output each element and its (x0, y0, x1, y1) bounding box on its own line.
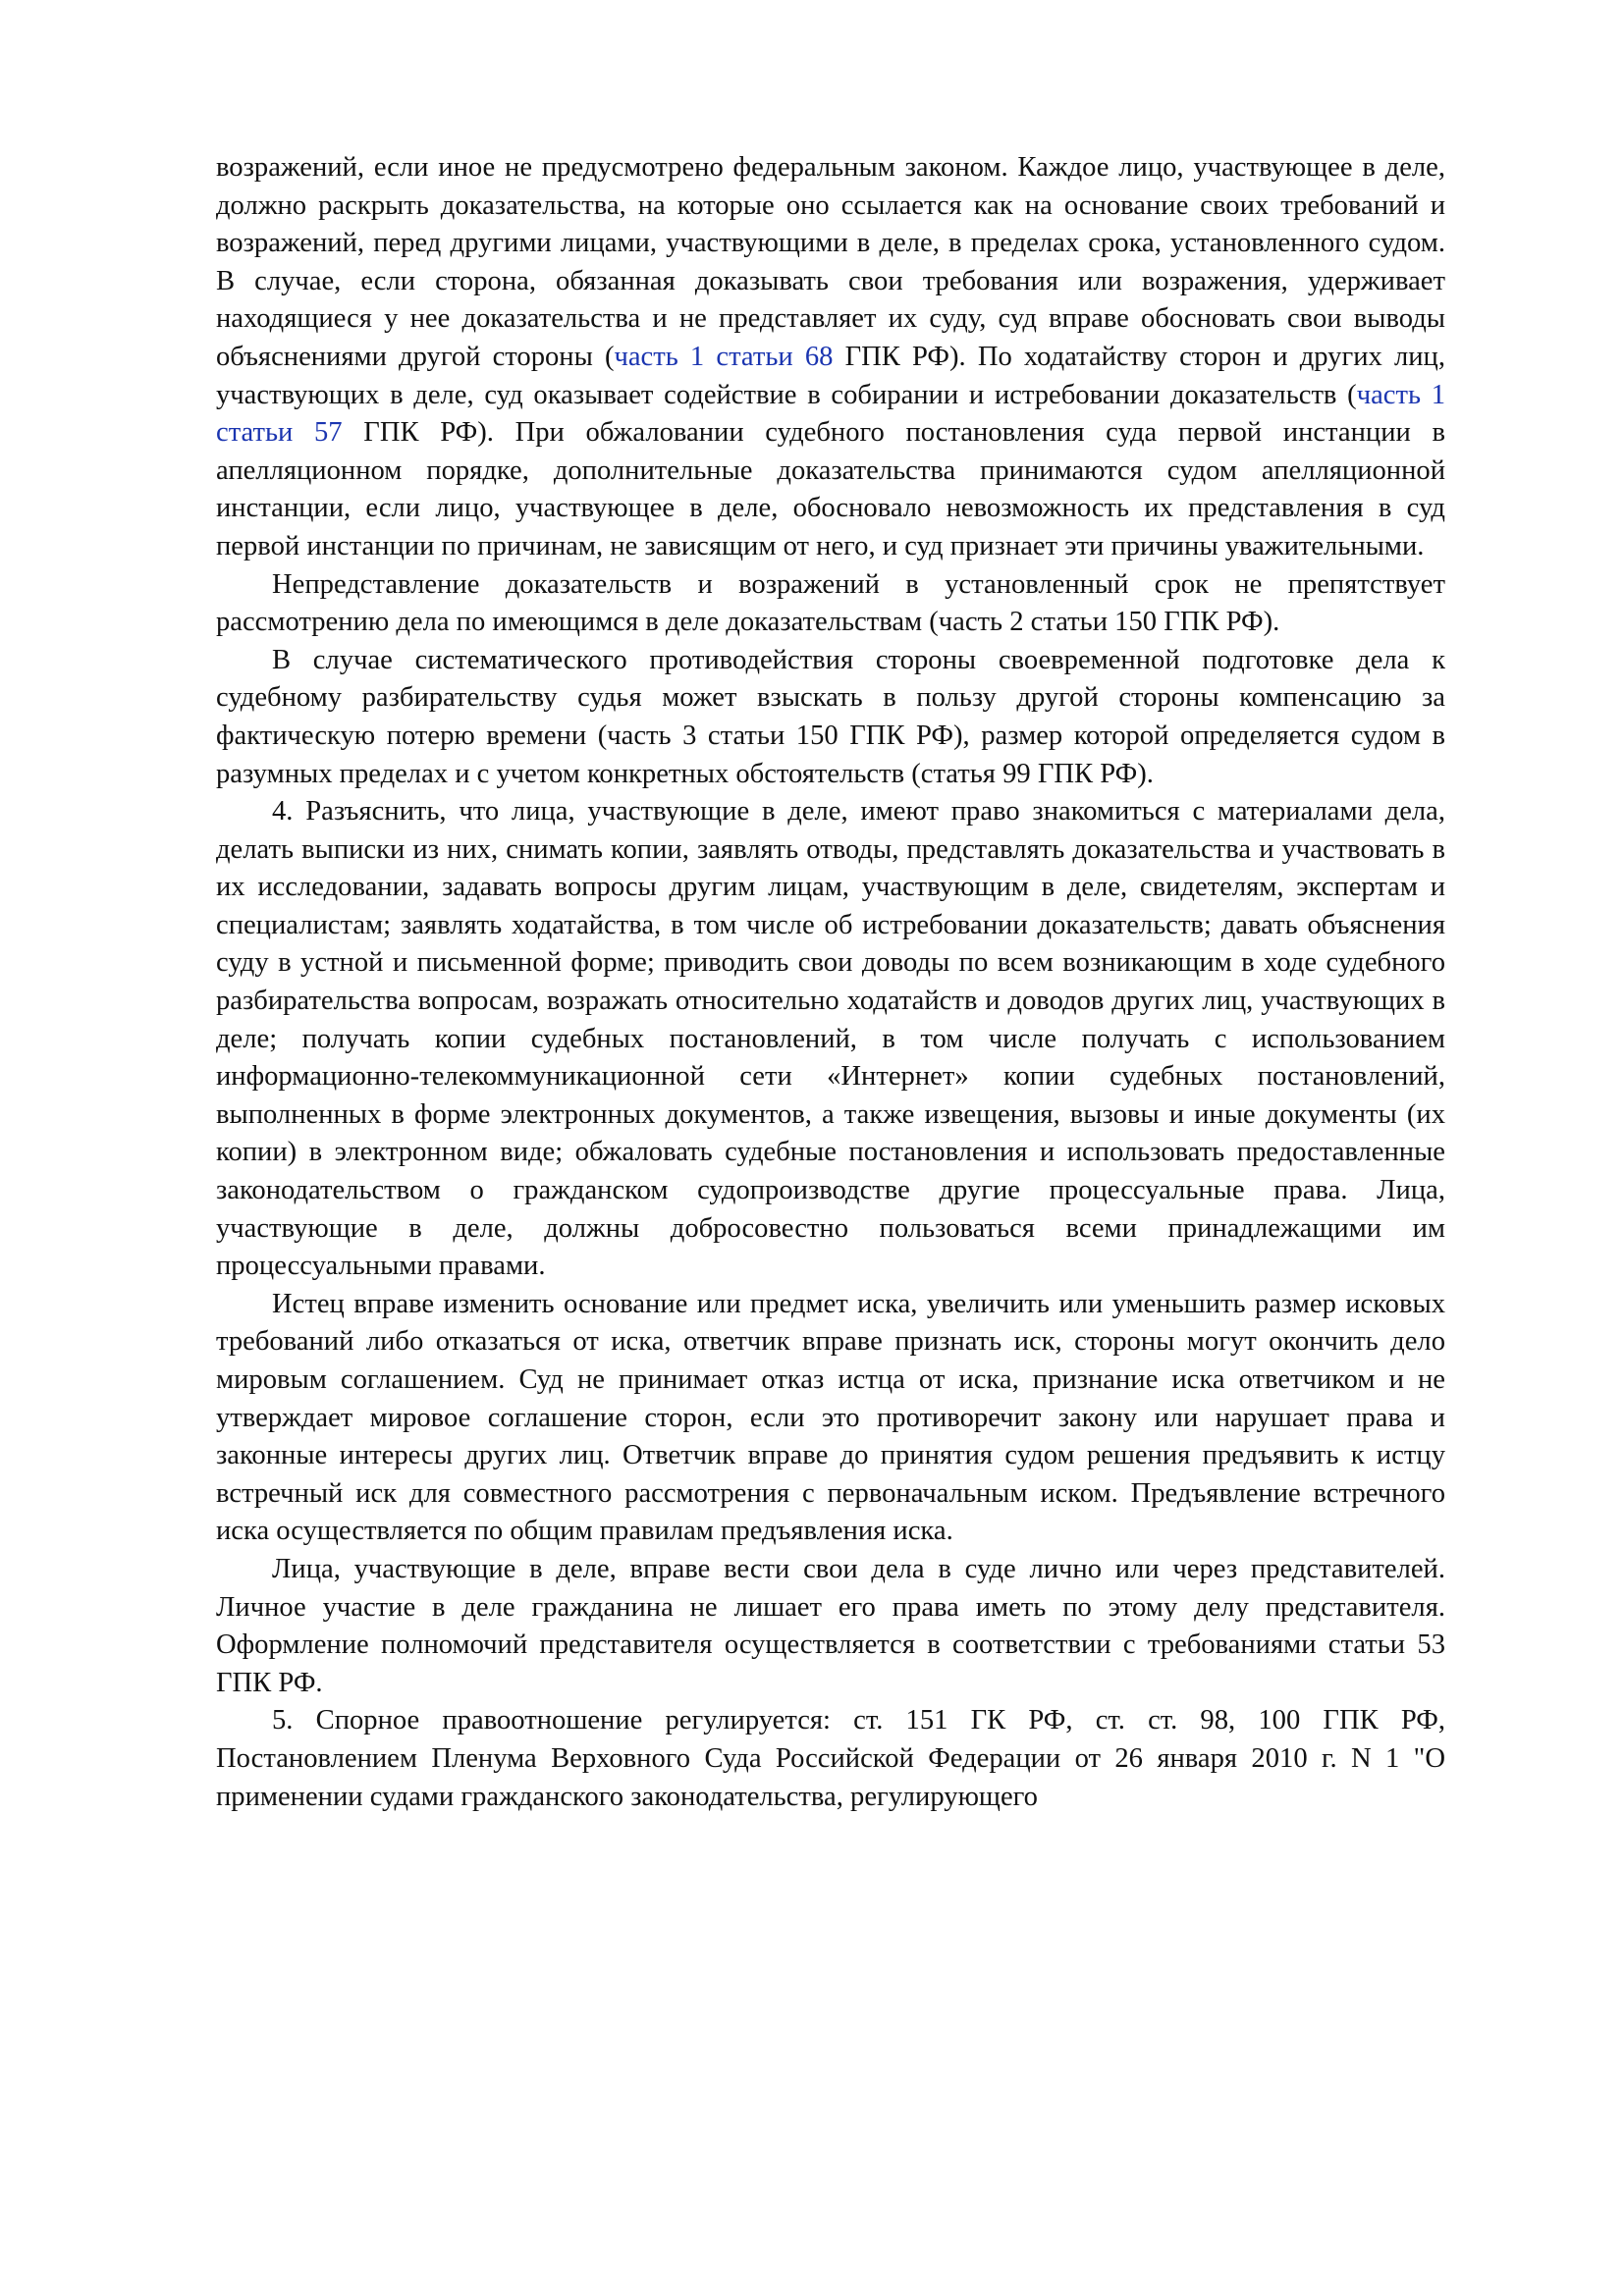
paragraph-legal-regulation: 5. Спорное правоотношение регулируется: ст. 151 ГК РФ, ст. ст. 98, 100 ГПК РФ, Постановлением Пленума Верховного Суда Российской Федерации от 26 января 2010 г. N 1 "О применении судами гражданского законодательства, регулирующего (216, 1705, 1445, 1812)
paragraph-representatives: Лица, участвующие в деле, вправе вести свои дела в суде лично или через представителей. Личное участие в деле гражданина не лишает его права иметь по этому делу представителя. Оформление полномочий представителя осуществляется в соответствии с требованиями статьи 53 ГПК РФ. (216, 1553, 1445, 1698)
paragraph-text: ГПК РФ). При обжаловании судебного постановления суда первой инстанции в апелляционном порядке, дополнительные доказательства принимаются судом апелляционной инстанции, если лицо, участвующее в деле, обосновало невозможность их представления в суд первой инстанции по причинам, не зависящим от него, и суд признает эти причины уважительными. (216, 417, 1445, 561)
paragraph-compensation: В случае систематического противодействия стороны своевременной подготовке дела к судебному разбирательству судья может взыскать в пользу другой стороны компенсацию за фактическую потерю времени (часть 3 статьи 150 ГПК РФ), размер которой определяется судом в разумных пределах и с учетом конкретных обстоятельств (статья 99 ГПК РФ). (216, 644, 1445, 789)
paragraph-rights-explanation: 4. Разъяснить, что лица, участвующие в деле, имеют право знакомиться с материалами дела, делать выписки из них, снимать копии, заявлять отводы, представлять доказательства и участвовать в их исследовании, задавать вопросы другим лицам, участвующим в деле, свидетелям, экспертам и специалистам; заявлять ходатайства, в том числе об истребовании доказательств; давать объяснения суду в устной и письменной форме; приводить свои доводы по всем возникающим в ходе судебного разбирательства вопросам, возражать относительно ходатайств и доводов других лиц, участвующих в деле; получать копии судебных постановлений, в том числе получать с использованием информационно-телекоммуникационной сети «Интернет» копии судебных постановлений, выполненных в форме электронных документов, а также извещения, вызовы и иные документы (их копии) в электронном виде; обжаловать судебные постановления и использовать предоставленные законодательством о гражданском судопроизводстве другие процессуальные права. Лица, участвующие в деле, должны добросовестно пользоваться всеми принадлежащими им процессуальными правами. (216, 796, 1445, 1282)
document-page (216, 149, 1445, 1816)
law-reference-link-article-57[interactable]: часть 1 статьи 57 (216, 379, 1446, 449)
paragraph-evidence-disclosure (216, 149, 1445, 566)
law-reference-link-article-68[interactable]: часть 1 статьи 68 (614, 341, 834, 372)
paragraph-text: ГПК РФ). По ходатайству сторон и других лиц, участвующих в деле, суд оказывает содействие в собирании и истребовании доказательств ( (216, 341, 1445, 410)
paragraph-non-submission: Непредставление доказательств и возражений в установленный срок не препятствует рассмотрению дела по имеющимся в деле доказательствам (часть 2 статьи 150 ГПК РФ). (216, 568, 1445, 638)
paragraph-text: возражений, если иное не предусмотрено федеральным законом. Каждое лицо, участвующее в деле, должно раскрыть доказательства, на которые оно ссылается как на основание своих требований и возражений, перед другими лицами, участвующими в деле, в пределах срока, установленного судом. В случае, если сторона, обязанная доказывать свои требования или возражения, удерживает находящиеся у нее доказательства и не представляет их суду, суд вправе обосновать свои выводы объяснениями другой стороны ( (216, 152, 1445, 372)
paragraph-claim-changes: Истец вправе изменить основание или предмет иска, увеличить или уменьшить размер исковых требований либо отказаться от иска, ответчик вправе признать иск, стороны могут окончить дело мировым соглашением. Суд не принимает отказ истца от иска, признание иска ответчиком и не утверждает мировое соглашение сторон, если это противоречит закону или нарушает права и законные интересы других лиц. Ответчик вправе до принятия судом решения предъявить к истцу встречный иск для совместного рассмотрения с первоначальным иском. Предъявление встречного иска осуществляется по общим правилам предъявления иска. (216, 1288, 1445, 1547)
